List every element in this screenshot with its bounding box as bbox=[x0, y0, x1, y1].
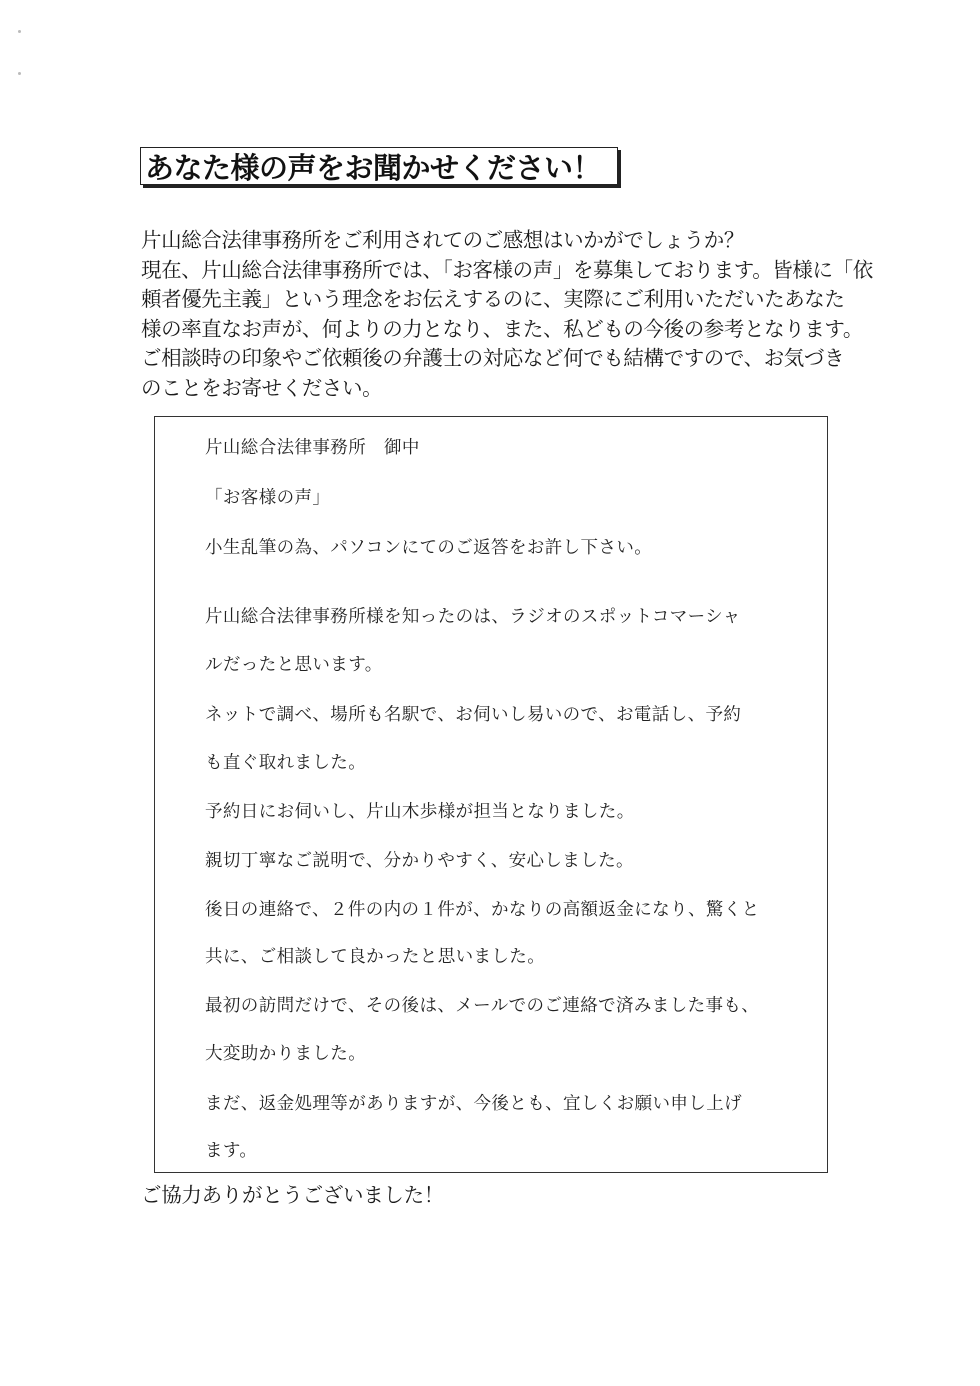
letter-line: 予約日にお伺いし、片山木歩様が担当となりました。 bbox=[205, 802, 635, 822]
letter-line: 後日の連絡で、２件の内の１件が、かなりの高額返金になり、驚くと bbox=[205, 900, 760, 920]
letter-line: 共に、ご相談して良かったと思いました。 bbox=[205, 947, 546, 967]
letter-line: 小生乱筆の為、パソコンにてのご返答をお許し下さい。 bbox=[205, 538, 653, 558]
closing-thanks: ご協力ありがとうございました！ bbox=[141, 1183, 444, 1207]
letter-line: ます。 bbox=[205, 1141, 258, 1161]
intro-line: ご相談時の印象やご依頼後の弁護士の対応など何でも結構ですので、お気づき bbox=[141, 346, 845, 370]
intro-paragraph bbox=[141, 226, 873, 403]
intro-line: 片山総合法律事務所をご利用されてのご感想はいかがでしょうか？ bbox=[141, 228, 744, 252]
title-box bbox=[140, 147, 618, 185]
letter-line: 親切丁寧なご説明で、分かりやすく、安心しました。 bbox=[205, 851, 634, 871]
intro-line: 現在、片山総合法律事務所では、「お客様の声」を募集しております。皆様に「依 bbox=[141, 257, 873, 282]
scan-speck bbox=[18, 30, 21, 33]
customer-letter-box bbox=[154, 416, 828, 1173]
intro-line: 様の率直なお声が、何よりの力となり、また、私どもの今後の参考となります。 bbox=[141, 316, 863, 341]
letter-line: 片山総合法律事務所様を知ったのは、ラジオのスポットコマーシャ bbox=[205, 607, 741, 627]
letter-heading: 「お客様の声」 bbox=[205, 488, 331, 508]
letter-line: ネットで調べ、場所も名駅で、お伺いし易いので、お電話し、予約 bbox=[205, 705, 742, 725]
intro-line: 頼者優先主義」という理念をお伝えするのに、実際にご利用いただいたあなた bbox=[141, 287, 845, 311]
scan-speck bbox=[18, 72, 21, 75]
letter-line: ルだったと思います。 bbox=[205, 655, 383, 675]
letter-addressee: 片山総合法律事務所 御中 bbox=[205, 438, 420, 458]
letter-line: も直ぐ取れました。 bbox=[205, 753, 367, 773]
page-title: あなた様の声をお聞かせください！ bbox=[145, 150, 602, 185]
intro-line: のことをお寄せください。 bbox=[141, 375, 383, 400]
letter-line: 大変助かりました。 bbox=[205, 1044, 367, 1064]
letter-line: まだ、返金処理等がありますが、今後とも、宜しくお願い申し上げ bbox=[205, 1094, 742, 1114]
letter-line: 最初の訪問だけで、その後は、メールでのご連絡で済みました事も、 bbox=[205, 996, 760, 1016]
